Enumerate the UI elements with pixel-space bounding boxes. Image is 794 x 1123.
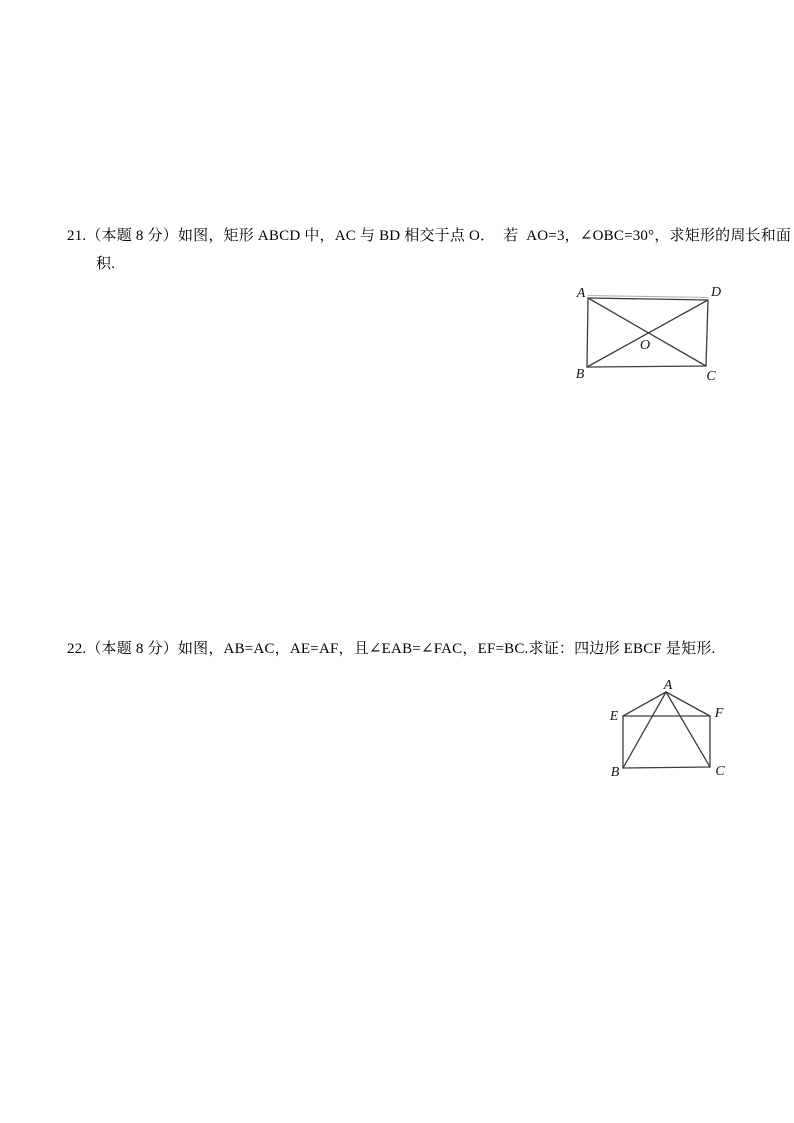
rectangle-top-scan-artifact-line (588, 296, 708, 298)
rectangle-edge-ad (588, 298, 708, 300)
vertex-label-e: E (609, 709, 619, 724)
vertex-label-d: D (710, 285, 722, 300)
problem-21-text-line-2: 积. (96, 256, 116, 272)
vertex-label-a: A (576, 286, 586, 301)
rectangle-edge-dc (706, 300, 708, 366)
vertex-label-b: B (575, 367, 585, 382)
vertex-label-a: A (663, 678, 673, 693)
rectangle-edge-ab (587, 298, 588, 367)
diagonal-ac (588, 298, 706, 366)
problem-22-text-line-1: 22.（本题 8 分）如图，AB=AC，AE=AF，且∠EAB=∠FAC，EF=BC.求证：四边形 EBCF 是矩形. (67, 641, 716, 657)
problem-21-text-line-1: 21.（本题 8 分）如图，矩形 ABCD 中，AC 与 BD 相交于点 O． 若 AO=3，∠OBC=30°，求矩形的周长和面 (67, 228, 792, 244)
vertex-label-f: F (714, 706, 724, 721)
problem-21-figure-rectangle-diagonals (570, 283, 730, 383)
rectangle-edge-bc (587, 366, 706, 367)
segment-ac (666, 692, 710, 767)
vertex-label-c: C (715, 764, 725, 779)
vertex-label-b: B (610, 765, 620, 780)
segment-bc (623, 767, 710, 768)
problem-22-figure-apex-rectangle (580, 665, 750, 795)
vertex-label-c: C (706, 369, 716, 383)
center-label-o: O (639, 338, 651, 353)
